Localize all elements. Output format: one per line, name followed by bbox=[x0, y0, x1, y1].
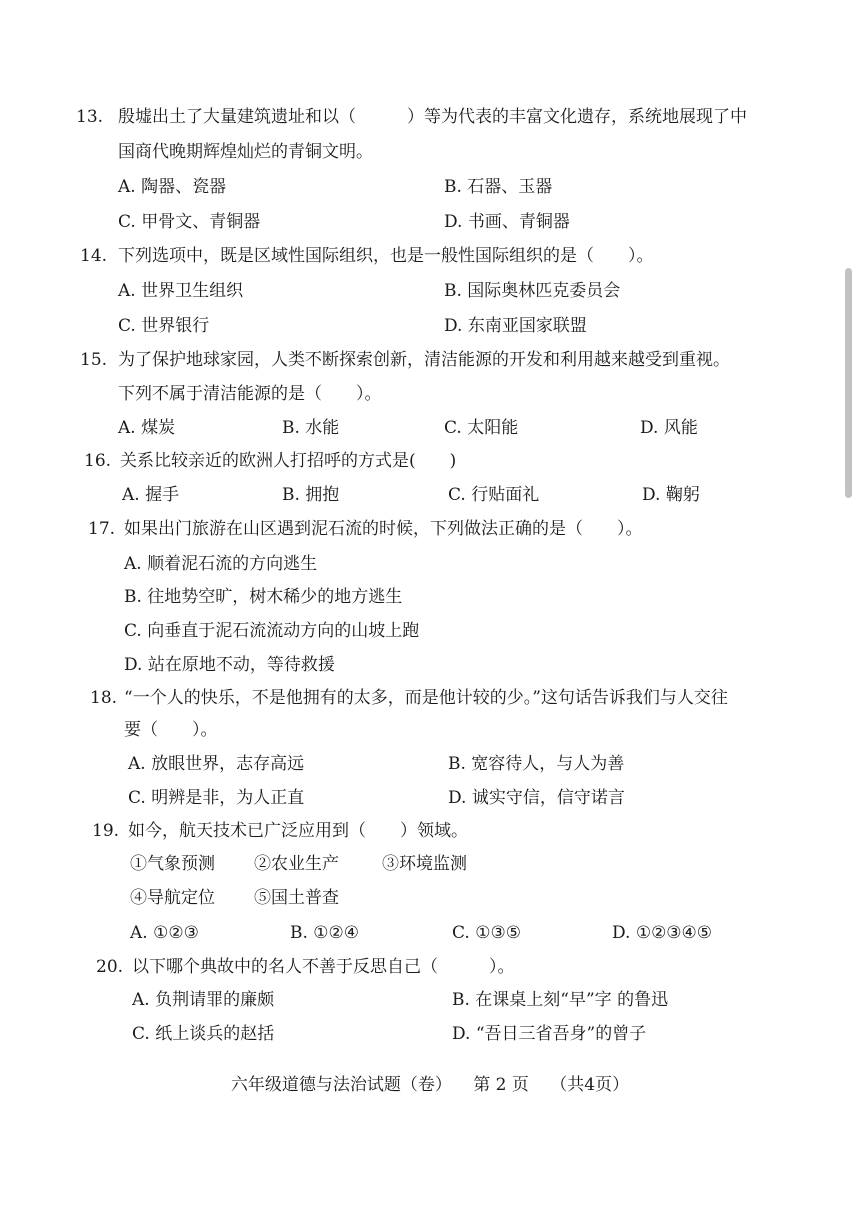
option-b: B. ①②④ bbox=[290, 923, 360, 943]
question-number: 15. bbox=[80, 350, 108, 370]
option-b: B. 石器、玉器 bbox=[444, 177, 553, 197]
option-d: D. 诚实守信，信守诺言 bbox=[448, 788, 625, 808]
option-b: B. 宽容待人，与人为善 bbox=[448, 754, 625, 774]
option-d: D. 东南亚国家联盟 bbox=[444, 316, 587, 336]
option-d: D. 鞠躬 bbox=[642, 485, 700, 505]
option-b: B. 水能 bbox=[282, 418, 340, 438]
footer-title: 六年级道德与法治试题（卷） bbox=[230, 1075, 452, 1095]
question-stem-line: 为了保护地球家园，人类不断探索创新，清洁能源的开发和利用越来越受到重视。 bbox=[118, 350, 730, 370]
scrollbar-thumb[interactable] bbox=[845, 268, 852, 498]
option-b: B. 拥抱 bbox=[282, 485, 340, 505]
question-number: 17. bbox=[88, 519, 116, 539]
question-stem-line: 下列不属于清洁能源的是（ ）。 bbox=[118, 384, 382, 404]
question-number: 14. bbox=[80, 246, 108, 266]
option-a: A. ①②③ bbox=[130, 923, 199, 943]
question-stem-line: 如果出门旅游在山区遇到泥石流的时候，下列做法正确的是（ ）。 bbox=[124, 519, 643, 539]
question-number: 19. bbox=[92, 821, 120, 841]
list-item: ①气象预测 bbox=[130, 854, 215, 874]
option-d: D. “吾日三省吾身”的曾子 bbox=[452, 1024, 647, 1044]
option-a: A. 世界卫生组织 bbox=[118, 281, 244, 301]
option-d: D. 站在原地不动，等待救援 bbox=[124, 655, 335, 675]
option-a: A. 陶器、瓷器 bbox=[118, 177, 227, 197]
option-a: A. 顺着泥石流的方向逃生 bbox=[124, 554, 318, 574]
option-c: C. 向垂直于泥石流流动方向的山坡上跑 bbox=[124, 621, 420, 641]
question-stem-line: 关系比较亲近的欧洲人打招呼的方式是( ) bbox=[120, 451, 457, 471]
question-stem-line: “一个人的快乐，不是他拥有的太多，而是他计较的少。”这句话告诉我们与人交往 bbox=[124, 688, 728, 708]
question-number: 13. bbox=[76, 107, 104, 127]
option-a: A. 煤炭 bbox=[118, 418, 176, 438]
option-c: C. 甲骨文、青铜器 bbox=[118, 212, 261, 232]
option-b: B. 往地势空旷，树木稀少的地方逃生 bbox=[124, 587, 403, 607]
option-a: A. 负荆请罪的廉颇 bbox=[132, 990, 275, 1010]
list-item: ④导航定位 bbox=[130, 888, 215, 908]
option-c: C. 明辨是非，为人正直 bbox=[128, 788, 305, 808]
option-d: D. ①②③④⑤ bbox=[612, 923, 713, 943]
question-stem-line: 要（ ）。 bbox=[124, 720, 218, 740]
footer-total-pages: （共4页） bbox=[550, 1075, 630, 1095]
option-b: B. 国际奥林匹克委员会 bbox=[444, 281, 621, 301]
question-stem-line: 下列选项中，既是区域性国际组织，也是一般性国际组织的是（ ）。 bbox=[118, 246, 654, 266]
option-c: C. 纸上谈兵的赵括 bbox=[132, 1024, 275, 1044]
option-a: A. 放眼世界，志存高远 bbox=[128, 754, 305, 774]
option-d: D. 风能 bbox=[640, 418, 698, 438]
option-c: C. ①③⑤ bbox=[452, 923, 521, 943]
question-number: 18. bbox=[90, 688, 118, 708]
list-item: ⑤国土普查 bbox=[254, 888, 339, 908]
footer-page-number: 第 2 页 bbox=[473, 1075, 529, 1095]
list-item: ②农业生产 bbox=[254, 854, 339, 874]
question-stem-line: 如今，航天技术已广泛应用到（ ）领域。 bbox=[128, 821, 468, 841]
option-c: C. 世界银行 bbox=[118, 316, 210, 336]
list-item: ③环境监测 bbox=[382, 854, 467, 874]
question-stem-line: 国商代晚期辉煌灿烂的青铜文明。 bbox=[118, 142, 373, 162]
option-a: A. 握手 bbox=[122, 485, 180, 505]
option-b: B. 在课桌上刻“早”字 的鲁迅 bbox=[452, 990, 669, 1010]
question-number: 20. bbox=[96, 957, 124, 977]
option-c: C. 太阳能 bbox=[444, 418, 519, 438]
question-number: 16. bbox=[84, 451, 112, 471]
question-stem-line: 殷墟出土了大量建筑遗址和以（ ）等为代表的丰富文化遗存，系统地展现了中 bbox=[118, 107, 747, 127]
question-stem-line: 以下哪个典故中的名人不善于反思自己（ ）。 bbox=[132, 957, 515, 977]
option-c: C. 行贴面礼 bbox=[448, 485, 540, 505]
page-footer bbox=[0, 1074, 860, 1096]
option-d: D. 书画、青铜器 bbox=[444, 212, 570, 232]
